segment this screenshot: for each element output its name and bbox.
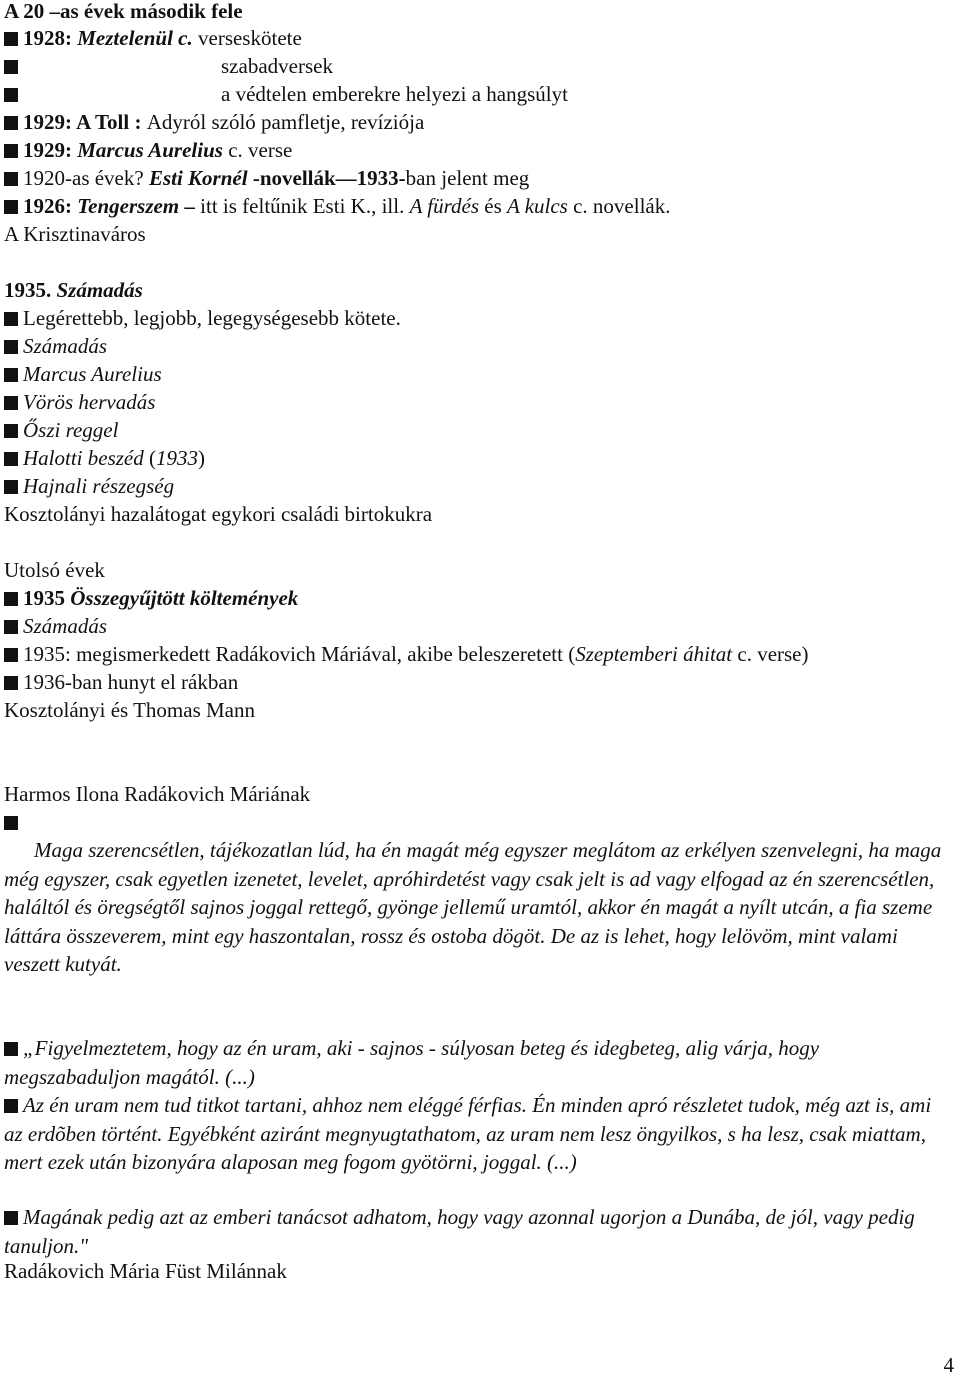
list-item: 1929: A Toll : Adyról szóló pamfletje, revíziója bbox=[4, 109, 424, 136]
list-item: 1935 Összegyűjtött költemények bbox=[4, 585, 298, 612]
section-heading-20s: A 20 –as évek második fele bbox=[4, 0, 243, 23]
bullet-icon bbox=[4, 648, 18, 662]
section-heading-thomas-mann: Kosztolányi és Thomas Mann bbox=[4, 698, 255, 722]
bullet-icon bbox=[4, 1211, 18, 1225]
bullet-icon bbox=[4, 1042, 18, 1056]
list-item bbox=[4, 809, 23, 836]
section-heading-utolso-evek: Utolsó évek bbox=[4, 558, 105, 582]
list-item: 1920-as évek? Esti Kornél -novellák—1933-ban jelent meg bbox=[4, 165, 529, 192]
letter-paragraph: Az én uram nem tud titkot tartani, ahhoz nem eléggé férfias. Én minden apró részletet tudok, még azt is, ami az erdõben történt. Egyébként aziránt megnyugtathatom, az uram nem lesz öngyilkos, s ha lesz, csak miattam, mert ezek után bizonyára alaposan meg fogom gyötörni, joggal. (...) bbox=[4, 1093, 932, 1174]
bullet-icon bbox=[4, 424, 18, 438]
list-item: a védtelen emberekre helyezi a hangsúlyt bbox=[4, 81, 568, 108]
bullet-icon bbox=[4, 60, 18, 74]
list-item: 1929: Marcus Aurelius c. verse bbox=[4, 137, 292, 164]
list-item: 1928: Meztelenül c. verseskötete bbox=[4, 25, 302, 52]
page-number: 4 bbox=[943, 1353, 954, 1377]
list-item: 1935: megismerkedett Radákovich Máriával, akibe beleszeretett (Szeptemberi áhitat c. verse) bbox=[4, 641, 809, 668]
list-item: Hajnali részegség bbox=[4, 473, 174, 500]
bullet-icon bbox=[4, 116, 18, 130]
section-footer-caption: Radákovich Mária Füst Milánnak bbox=[4, 1259, 287, 1283]
bullet-icon bbox=[4, 592, 18, 606]
list-item: Halotti beszéd (1933) bbox=[4, 445, 205, 472]
bullet-icon bbox=[4, 368, 18, 382]
bullet-icon bbox=[4, 340, 18, 354]
bullet-icon bbox=[4, 480, 18, 494]
section-heading-krisztinavaros: A Krisztinaváros bbox=[4, 222, 146, 246]
list-item: szabadversek bbox=[4, 53, 333, 80]
bullet-icon bbox=[4, 144, 18, 158]
bullet-icon bbox=[4, 816, 18, 830]
list-item: 1926: Tengerszem – itt is feltűnik Esti K., ill. A fürdés és A kulcs c. novellák. bbox=[4, 193, 671, 220]
section-heading-letter: Harmos Ilona Radákovich Máriának bbox=[4, 782, 311, 806]
letter-paragraph: „Figyelmeztetem, hogy az én uram, aki - sajnos - súlyosan beteg és idegbeteg, alig várja, hogy megszabaduljon magától. (...) bbox=[4, 1036, 820, 1089]
section-heading-szamadas: 1935. Számadás bbox=[4, 278, 143, 302]
list-item: Számadás bbox=[4, 333, 107, 360]
bullet-icon bbox=[4, 88, 18, 102]
bullet-icon bbox=[4, 200, 18, 214]
list-item: Számadás bbox=[4, 613, 107, 640]
quote-paragraph: Maga szerencsétlen, tájékozatlan lúd, ha én magát még egyszer meglátom az erkélyen szenvelegni, ha maga még egyszer, csak egyetlen izenetet, levelet, apróhirdetést vagy csak jelt is ad vagy elfogad az én szerencsétlen, haláltól és öregségtől sajnos joggal rettegő, gyönge jellemű uramtól, akkor én magát a nyílt utcán, a fia szeme láttára összeverem, mint egy haszontalan, rossz és ostoba dögöt. De az is lehet, hogy lelövöm, mint valami veszett kutyát. bbox=[4, 838, 942, 976]
bullet-icon bbox=[4, 676, 18, 690]
bullet-icon bbox=[4, 172, 18, 186]
bullet-icon bbox=[4, 396, 18, 410]
bullet-icon bbox=[4, 32, 18, 46]
list-item: Őszi reggel bbox=[4, 417, 118, 444]
list-item: Vörös hervadás bbox=[4, 389, 155, 416]
list-item: Legérettebb, legjobb, legegységesebb kötete. bbox=[4, 305, 401, 332]
list-item: 1936-ban hunyt el rákban bbox=[4, 669, 238, 696]
section-heading-birtok: Kosztolányi hazalátogat egykori családi birtokukra bbox=[4, 502, 433, 526]
bullet-icon bbox=[4, 312, 18, 326]
list-item: Marcus Aurelius bbox=[4, 361, 162, 388]
bullet-icon bbox=[4, 452, 18, 466]
bullet-icon bbox=[4, 620, 18, 634]
letter-paragraph: Magának pedig azt az emberi tanácsot adhatom, hogy vagy azonnal ugorjon a Dunába, de jól, vagy pedig tanuljon." bbox=[4, 1205, 915, 1258]
bullet-icon bbox=[4, 1099, 18, 1113]
